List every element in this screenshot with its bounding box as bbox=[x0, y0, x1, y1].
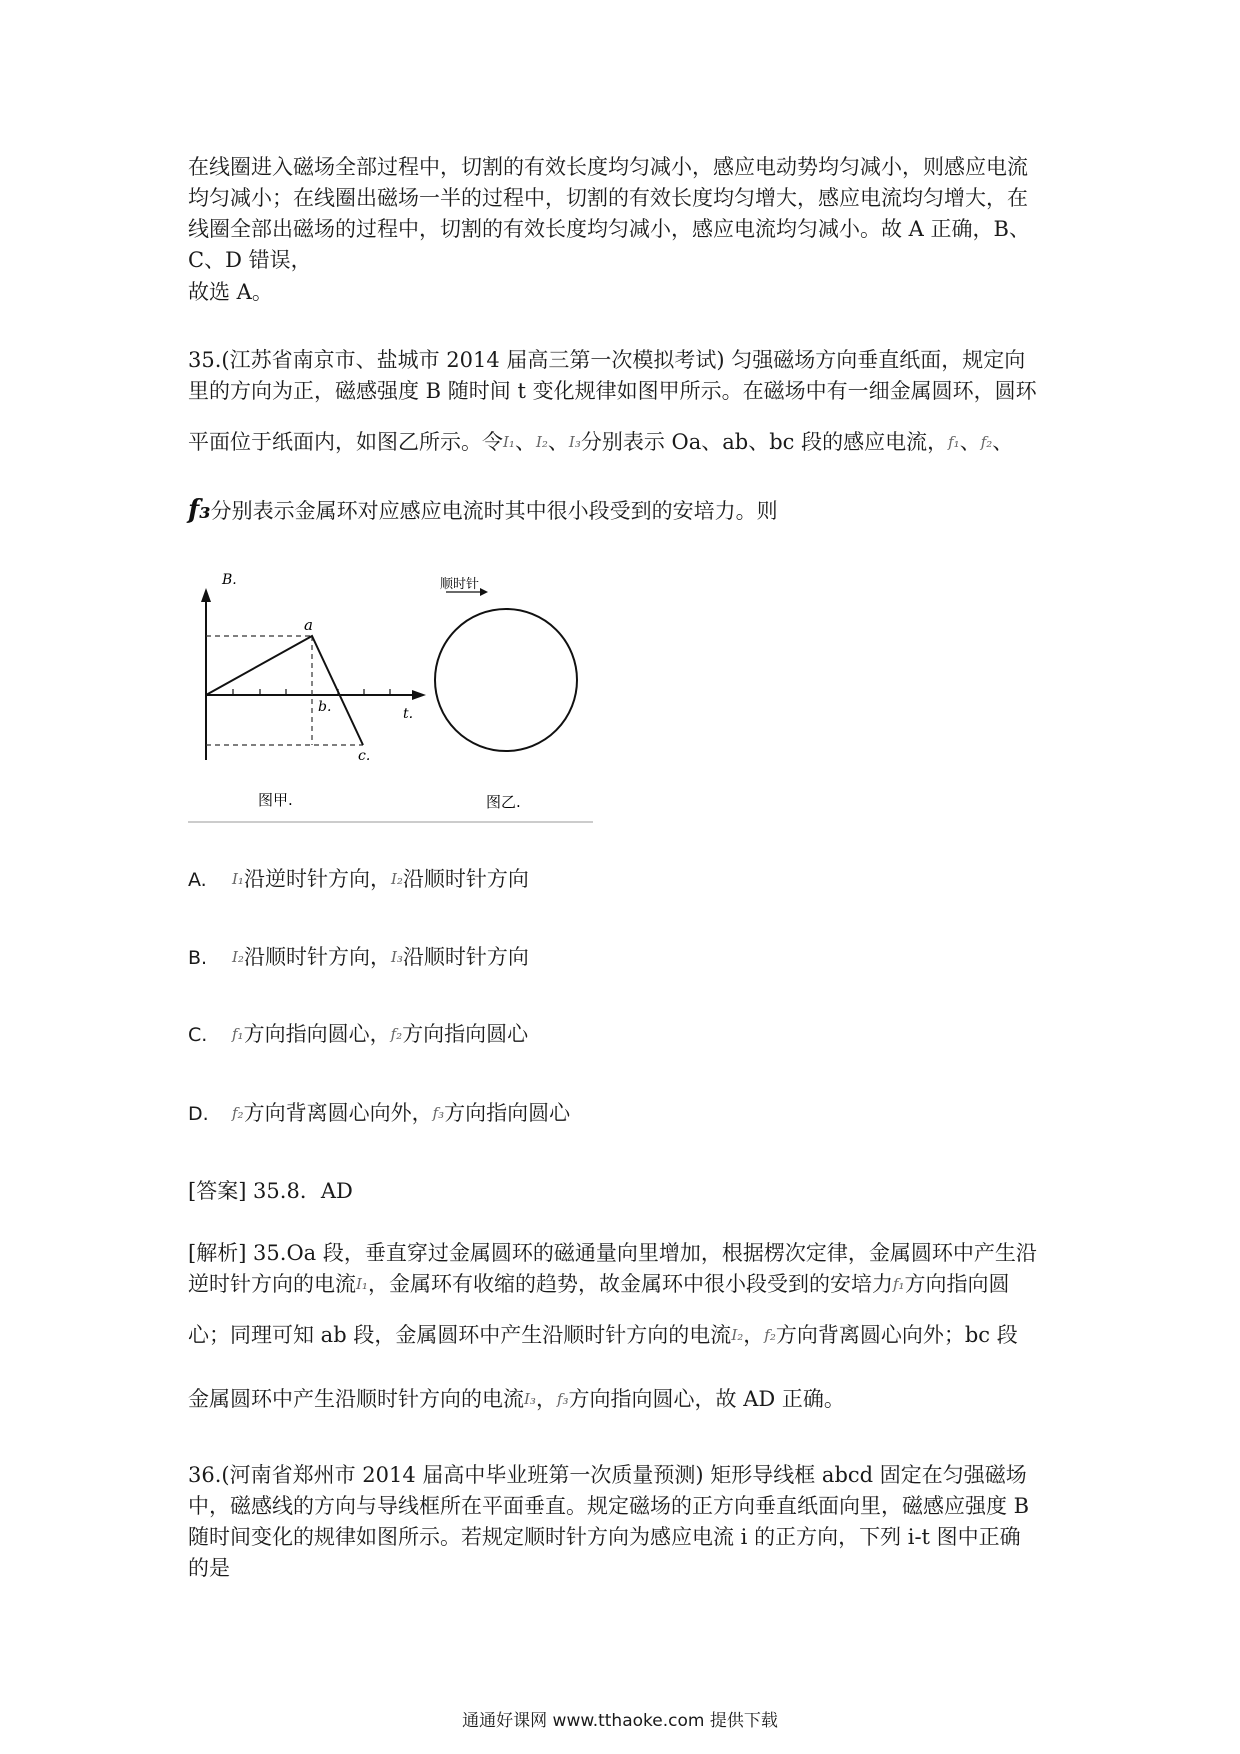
answer: [答案] 35.8．AD bbox=[188, 1179, 353, 1203]
option-d bbox=[188, 1098, 570, 1129]
question-35-figure bbox=[188, 570, 598, 830]
option-text: 沿逆时针方向， bbox=[243, 867, 391, 891]
point-a-label: a bbox=[304, 616, 313, 634]
option-text: 方向指向圆心 bbox=[402, 1022, 529, 1046]
separator: 、 bbox=[514, 430, 536, 454]
option-letter: B. bbox=[188, 947, 208, 969]
analysis-text: 金属圆环中产生沿顺时针方向的电流 bbox=[188, 1387, 524, 1411]
symbol-I1: I₁ bbox=[503, 433, 515, 451]
solution-line: 在线圈进入磁场全部过程中，切割的有效长度均匀减小，感应电动势均匀减小，则感应电流 bbox=[188, 155, 1028, 179]
solution-conclusion: 故选 A。 bbox=[188, 280, 273, 304]
symbol-f2: f₂ bbox=[764, 1326, 776, 1344]
symbol: I₃ bbox=[390, 948, 403, 966]
question-36-line: 36.(河南省郑州市 2014 届高中毕业班第一次质量预测) 矩形导线框 abcd 固定在匀强磁场 bbox=[188, 1463, 1027, 1487]
analysis-text: 方向指向圆心，故 AD 正确。 bbox=[568, 1387, 845, 1411]
t-axis-arrow bbox=[412, 690, 426, 700]
symbol: I₁ bbox=[232, 870, 244, 888]
separator: 、 bbox=[547, 430, 569, 454]
b-axis-arrow bbox=[201, 588, 211, 602]
option-c bbox=[188, 1019, 528, 1050]
symbol: f₂ bbox=[232, 1104, 244, 1122]
analysis-text: ， bbox=[535, 1387, 557, 1411]
option-text: 沿顺时针方向， bbox=[243, 945, 391, 969]
symbol-f1: f₁ bbox=[892, 1275, 905, 1293]
clockwise-arrowhead bbox=[480, 588, 488, 596]
metal-ring bbox=[435, 609, 577, 751]
option-text: 沿顺时针方向 bbox=[402, 945, 529, 969]
symbol: I₂ bbox=[232, 948, 244, 966]
b-t-curve bbox=[206, 636, 363, 745]
symbol-I1: I₁ bbox=[356, 1275, 368, 1293]
separator: 、 bbox=[959, 430, 981, 454]
question-35-line: 35.(江苏省南京市、盐城市 2014 届高三第一次模拟考试) 匀强磁场方向垂直纸面，规定向 bbox=[188, 348, 1026, 372]
option-b bbox=[188, 942, 529, 973]
point-c-label: c. bbox=[358, 748, 371, 764]
analysis-line bbox=[188, 1269, 1010, 1299]
analysis-text: 心；同理可知 ab 段，金属圆环中产生沿顺时针方向的电流 bbox=[188, 1323, 732, 1347]
option-text: 方向指向圆心 bbox=[444, 1101, 571, 1125]
question-36-line: 的是 bbox=[188, 1556, 230, 1580]
symbol-f3: f₃ bbox=[556, 1390, 569, 1408]
symbol: f₂ bbox=[390, 1025, 403, 1043]
symbol: f₁ bbox=[232, 1025, 244, 1043]
option-text: 沿顺时针方向 bbox=[402, 867, 529, 891]
q35-text: 平面位于纸面内，如图乙所示。令 bbox=[188, 430, 503, 454]
clockwise-label: 顺时针 bbox=[440, 577, 480, 592]
analysis-text: ，金属环有收缩的趋势，故金属环中很小段受到的安培力 bbox=[367, 1272, 893, 1296]
symbol-f3: f₃ bbox=[188, 495, 211, 525]
symbol-I3: I₃ bbox=[524, 1390, 536, 1408]
symbol-I2: I₂ bbox=[731, 1326, 744, 1344]
solution-line: C、D 错误， bbox=[188, 248, 312, 272]
solution-line: 线圈全部出磁场的过程中，切割的有效长度均匀减小，感应电流均匀减小。故 A 正确，B、 bbox=[188, 217, 1030, 241]
question-36-line: 中，磁感线的方向与导线框所在平面垂直。规定磁场的正方向垂直纸面向里，磁感应强度 B bbox=[188, 1494, 1030, 1518]
option-letter: A. bbox=[188, 869, 207, 891]
option-text: 方向指向圆心， bbox=[243, 1022, 391, 1046]
analysis-line bbox=[188, 1384, 845, 1414]
point-b-label: b. bbox=[318, 699, 332, 715]
footer-source: 通通好课网 www.tthaoke.com 提供下载 bbox=[462, 1711, 778, 1731]
symbol-I2: I₂ bbox=[535, 433, 548, 451]
option-a bbox=[188, 864, 529, 895]
caption-right: 图乙. bbox=[486, 793, 521, 811]
symbol: f₃ bbox=[432, 1104, 445, 1122]
question-35-line: 里的方向为正，磁感强度 B 随时间 t 变化规律如图甲所示。在磁场中有一细金属圆环，圆环 bbox=[188, 379, 1037, 403]
option-letter: D. bbox=[188, 1103, 209, 1125]
analysis-text: 方向背离圆心向外；bc 段 bbox=[775, 1323, 1018, 1347]
b-axis-label: B. bbox=[222, 572, 237, 588]
option-letter: C. bbox=[188, 1024, 208, 1046]
symbol-f2: f₂ bbox=[980, 433, 993, 451]
analysis-line bbox=[188, 1320, 1018, 1350]
option-text: 方向背离圆心向外， bbox=[243, 1101, 433, 1125]
analysis-line: [解析] 35.Oa 段，垂直穿过金属圆环的磁通量向里增加，根据楞次定律，金属圆环中产生沿 bbox=[188, 1241, 1037, 1265]
q35-text: 分别表示金属环对应感应电流时其中很小段受到的安培力。则 bbox=[210, 499, 778, 523]
q35-text: 分别表示 Oa、ab、bc 段的感应电流， bbox=[580, 430, 949, 454]
t-axis-label: t. bbox=[403, 706, 414, 722]
solution-line: 均匀减小；在线圈出磁场一半的过程中，切割的有效长度均匀增大，感应电流均匀增大，在 bbox=[188, 186, 1028, 210]
analysis-text: 逆时针方向的电流 bbox=[188, 1272, 356, 1296]
symbol-f1: f₁ bbox=[948, 433, 960, 451]
symbol: I₂ bbox=[390, 870, 403, 888]
separator: 、 bbox=[992, 430, 1014, 454]
analysis-text: ， bbox=[743, 1323, 765, 1347]
question-35-line bbox=[188, 427, 1013, 457]
question-35-line bbox=[188, 495, 778, 526]
question-36-line: 随时间变化的规律如图所示。若规定顺时针方向为感应电流 i 的正方向，下列 i-t 图中正确 bbox=[188, 1525, 1021, 1549]
analysis-text: 方向指向圆 bbox=[904, 1272, 1010, 1296]
symbol-I3: I₃ bbox=[568, 433, 581, 451]
caption-left: 图甲. bbox=[258, 791, 293, 809]
